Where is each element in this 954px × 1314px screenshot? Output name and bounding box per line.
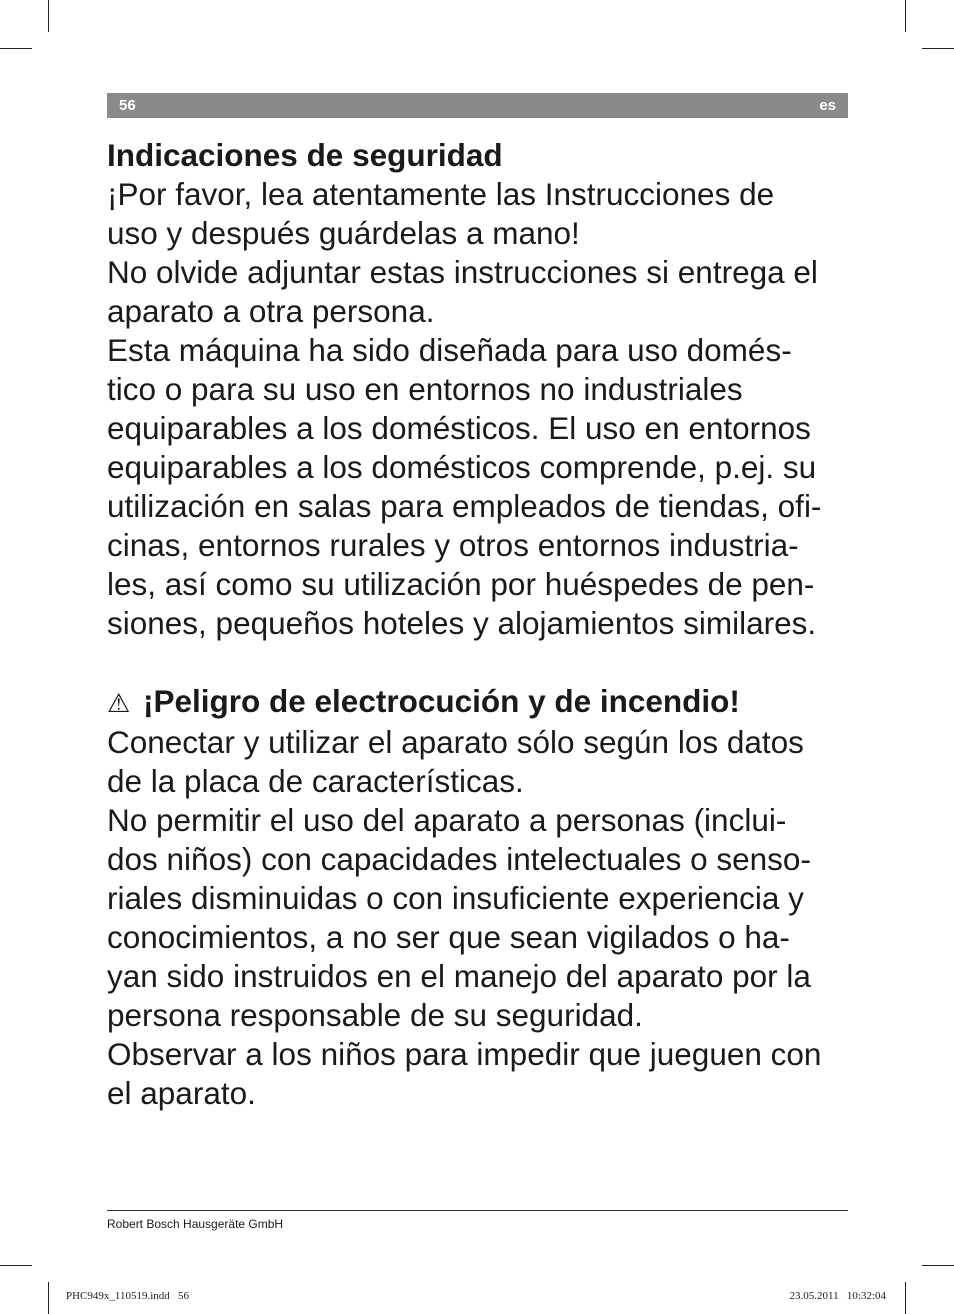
text-line: cinas, entornos rurales y otros entornos industria- xyxy=(107,527,799,563)
page-number: 56 xyxy=(119,97,136,114)
text-line: No permitir el uso del aparato a personas (inclui- xyxy=(107,802,787,838)
text-line: No olvide adjuntar estas instrucciones si entrega el xyxy=(107,254,818,290)
page-header-bar xyxy=(107,93,848,118)
crop-mark xyxy=(922,48,954,49)
section-body-electrocution xyxy=(107,723,852,1113)
crop-mark xyxy=(922,1265,954,1266)
text-line: Observar a los niños para impedir que jueguen con xyxy=(107,1036,822,1072)
text-line: uso y después guárdelas a mano! xyxy=(107,215,580,251)
footer-divider xyxy=(107,1210,848,1211)
crop-mark xyxy=(905,0,906,32)
section-spacer xyxy=(107,643,852,682)
section-body-safety xyxy=(107,175,852,643)
text-line: ¡Por favor, lea atentamente las Instrucciones de xyxy=(107,176,775,212)
crop-mark xyxy=(48,0,49,32)
text-line: persona responsable de su seguridad. xyxy=(107,997,643,1033)
warning-triangle-icon: ⚠ xyxy=(107,688,131,718)
text-line: utilización en salas para empleados de tiendas, ofi- xyxy=(107,488,822,524)
language-code: es xyxy=(819,97,836,114)
text-line: Esta máquina ha sido diseñada para uso domés- xyxy=(107,332,792,368)
slug-timestamp: 23.05.2011 10:32:04 xyxy=(789,1290,886,1302)
text-line: equiparables a los domésticos. El uso en entornos xyxy=(107,410,811,446)
text-line: les, así como su utilización por huéspedes de pen- xyxy=(107,566,815,602)
crop-mark xyxy=(0,1265,32,1266)
section-title-electrocution xyxy=(107,682,852,723)
text-line: tico o para su uso en entornos no industriales xyxy=(107,371,743,407)
text-line: Conectar y utilizar el aparato sólo según los datos xyxy=(107,724,804,760)
crop-mark xyxy=(48,1282,49,1314)
crop-mark xyxy=(905,1282,906,1314)
text-line: riales disminuidas o con insuficiente experiencia y xyxy=(107,880,804,916)
text-line: el aparato. xyxy=(107,1075,256,1111)
slug-file-info: PHC949x_110519.indd 56 xyxy=(66,1290,190,1302)
text-line: equiparables a los domésticos comprende, p.ej. su xyxy=(107,449,817,485)
text-line: aparato a otra persona. xyxy=(107,293,435,329)
page-content xyxy=(107,136,852,1113)
text-line: siones, pequeños hoteles y alojamientos similares. xyxy=(107,605,817,641)
text-line: de la placa de características. xyxy=(107,763,524,799)
warning-title-text: ¡Peligro de electrocución y de incendio! xyxy=(143,683,740,719)
section-title-safety: Indicaciones de seguridad xyxy=(107,137,503,173)
text-line: yan sido instruidos en el manejo del aparato por la xyxy=(107,958,811,994)
text-line: conocimientos, a no ser que sean vigilados o ha- xyxy=(107,919,790,955)
text-line: dos niños) con capacidades intelectuales o senso- xyxy=(107,841,811,877)
footer-company: Robert Bosch Hausgeräte GmbH xyxy=(107,1217,284,1231)
crop-mark xyxy=(0,48,32,49)
